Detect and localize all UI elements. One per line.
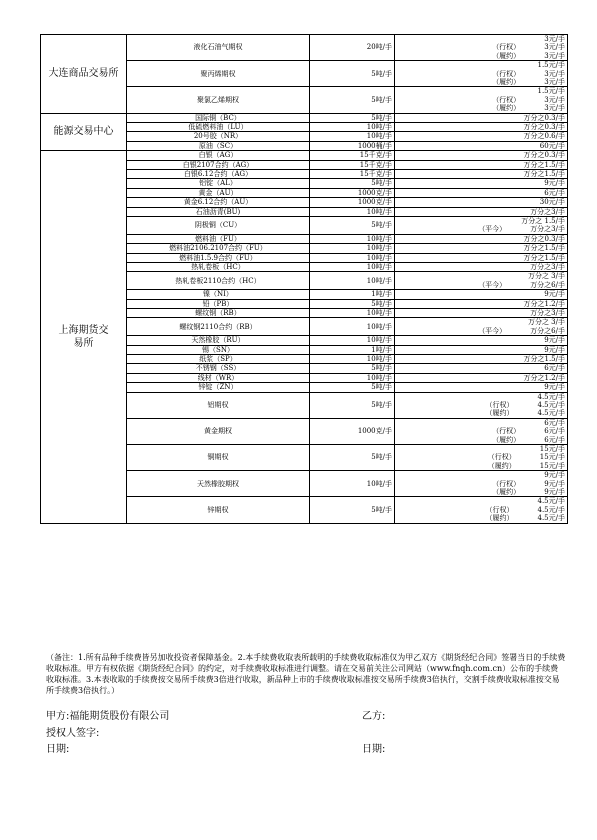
fee-value: 1.5元/手 <box>537 87 565 96</box>
product-cell: 铝期权 <box>127 392 310 418</box>
fee-type-label: （行权） <box>492 427 521 436</box>
fee-line <box>397 225 565 233</box>
product-cell: 天然橡胶（RU） <box>127 336 310 345</box>
table-row <box>41 35 568 61</box>
product-cell: 白银2107合约（AG） <box>127 160 310 169</box>
fee-value: 万分之3/手 <box>530 263 565 272</box>
fee-value: 万分之1.2/手 <box>523 373 565 382</box>
fee-value: 9元/手 <box>544 345 565 354</box>
product-cell: 锌期权 <box>127 497 310 523</box>
fee-line <box>397 453 565 461</box>
fee-line <box>397 300 565 308</box>
unit-cell: 10吨/手 <box>310 471 395 497</box>
fee-value: 万分之1.2/手 <box>523 299 565 308</box>
product-cell: 白银（AG） <box>127 151 310 160</box>
fee-value: 万分之3/手 <box>530 309 565 318</box>
product-cell: 不锈钢（SS） <box>127 364 310 373</box>
product-cell: 热轧卷板2110合约（HC） <box>127 272 310 290</box>
authorized-signature-label: 授权人签字: <box>46 728 100 739</box>
fee-value: 3元/手 <box>544 104 565 113</box>
fee-cell <box>395 188 568 197</box>
unit-cell: 5吨/手 <box>310 383 395 392</box>
fee-value: 1.5元/手 <box>537 61 565 70</box>
fee-value: 万分之3/手 <box>530 225 565 234</box>
unit-cell: 10吨/手 <box>310 272 395 290</box>
product-cell: 聚氯乙烯期权 <box>127 87 310 113</box>
fee-line <box>397 346 565 354</box>
fee-cell <box>395 113 568 122</box>
fee-value: 6元/手 <box>544 188 565 197</box>
unit-cell: 5吨/手 <box>310 392 395 418</box>
fee-line <box>397 170 565 178</box>
fee-line <box>397 78 565 86</box>
product-cell: 纸浆（SP） <box>127 355 310 364</box>
fee-line <box>397 436 565 444</box>
fee-cell <box>395 445 568 471</box>
fee-table-container <box>40 34 567 524</box>
unit-cell: 15千克/手 <box>310 170 395 179</box>
fee-line <box>397 35 565 43</box>
fee-cell <box>395 364 568 373</box>
fee-line <box>397 151 565 159</box>
table-row <box>41 151 568 160</box>
fee-cell <box>395 418 568 444</box>
fee-value: 3元/手 <box>544 95 565 104</box>
unit-cell: 5吨/手 <box>310 87 395 113</box>
unit-cell: 10吨/手 <box>310 309 395 318</box>
footnote: （备注：1.所有品种手续费皆另加收投资者保障基金。2.本手续费收取表所载明的手续费收取标准仅为甲乙双方《期货经纪合同》签署当日的手续费收取标准。甲方有权依据《期货经纪合同》的约定，对手续费收取标准进行调整。请在交易前关注公司网站（www.fnqh.com.cn）公布的手续费收取标准。3.本表收取的手续费按交易所手续费3倍进行收取，新品种上市的手续费收取标准按交易所手续费3倍执行，交割手续费收取标准按交易所手续费3倍执行。） <box>46 653 566 695</box>
fee-cell <box>395 87 568 113</box>
product-cell: 线材（WR） <box>127 373 310 382</box>
product-cell: 白银6.12合约（AG） <box>127 170 310 179</box>
fee-value: 4.5元/手 <box>537 409 565 418</box>
product-cell: 铝锭（AL） <box>127 179 310 188</box>
fee-value: 万分之1.5/手 <box>523 244 565 253</box>
unit-cell: 1000克/手 <box>310 418 395 444</box>
fee-line <box>397 272 565 280</box>
fee-line <box>397 114 565 122</box>
fee-line <box>397 179 565 187</box>
fee-line <box>397 409 565 417</box>
fee-value: 9元/手 <box>544 290 565 299</box>
fee-value: 15元/手 <box>539 453 565 462</box>
fee-cell <box>395 336 568 345</box>
fee-value: 3元/手 <box>544 43 565 52</box>
product-cell: 锌锭（ZN） <box>127 383 310 392</box>
unit-cell: 5吨/手 <box>310 217 395 235</box>
fee-type-label: （行权） <box>492 479 521 488</box>
fee-value: 9元/手 <box>544 383 565 392</box>
fee-cell <box>395 253 568 262</box>
fee-value: 6元/手 <box>544 427 565 436</box>
fee-line <box>397 132 565 140</box>
fee-line <box>397 198 565 206</box>
party-b-label: 乙方: <box>362 711 386 722</box>
fee-type-label: （履约） <box>492 104 521 113</box>
fee-value: 30元/手 <box>539 198 565 207</box>
product-cell: 螺纹钢（RB） <box>127 309 310 318</box>
fee-cell <box>395 198 568 207</box>
fee-line <box>397 309 565 317</box>
fee-line <box>397 290 565 298</box>
fee-value: 3元/手 <box>544 69 565 78</box>
product-cell: 螺纹钢2110合约（RB） <box>127 318 310 336</box>
fee-cell <box>395 151 568 160</box>
fee-value: 万分之0.6/手 <box>523 132 565 141</box>
fee-value: 9元/手 <box>544 336 565 345</box>
fee-value: 3元/手 <box>544 35 565 43</box>
fee-type-label: （行权） <box>485 401 514 410</box>
product-cell: 黄金（AU） <box>127 188 310 197</box>
fee-value: 万分之 3/手 <box>527 318 565 327</box>
fee-line <box>397 336 565 344</box>
fee-cell <box>395 160 568 169</box>
fee-value: 3元/手 <box>544 77 565 86</box>
unit-cell: 10吨/手 <box>310 373 395 382</box>
fee-cell <box>395 263 568 272</box>
fee-line <box>397 96 565 104</box>
unit-cell: 5吨/手 <box>310 179 395 188</box>
unit-cell: 5吨/手 <box>310 61 395 87</box>
product-cell: 国际铜（BC） <box>127 113 310 122</box>
fee-line <box>397 161 565 169</box>
fee-cell <box>395 392 568 418</box>
fee-schedule-table <box>40 34 568 524</box>
fee-value: 万分之1.5/手 <box>523 355 565 364</box>
product-cell: 铅（PB） <box>127 299 310 308</box>
unit-cell: 10吨/手 <box>310 336 395 345</box>
fee-value: 万分之6/手 <box>530 280 565 289</box>
fee-cell <box>395 355 568 364</box>
fee-cell <box>395 141 568 150</box>
fee-type-label: （履约） <box>485 514 514 523</box>
fee-cell <box>395 299 568 308</box>
product-cell: 热轧卷板（HC） <box>127 263 310 272</box>
unit-cell: 10吨/手 <box>310 207 395 216</box>
fee-type-label: （履约） <box>487 461 516 470</box>
fee-line <box>397 235 565 243</box>
fee-line <box>397 383 565 391</box>
fee-type-label: （行权） <box>487 453 516 462</box>
unit-cell: 5吨/手 <box>310 113 395 122</box>
fee-value: 6元/手 <box>544 435 565 444</box>
fee-line <box>397 70 565 78</box>
fee-type-label: （行权） <box>485 505 514 514</box>
fee-cell <box>395 290 568 299</box>
product-cell: 燃料油1.5.9合约（FU） <box>127 253 310 262</box>
product-cell: 黄金期权 <box>127 418 310 444</box>
fee-type-label: （履约） <box>492 488 521 497</box>
fee-value: 6元/手 <box>544 418 565 427</box>
unit-cell: 1吨/手 <box>310 290 395 299</box>
fee-value: 万分之0.3/手 <box>523 151 565 160</box>
exchange-cell: 上海期货交易所 <box>41 151 127 523</box>
unit-cell: 5吨/手 <box>310 364 395 373</box>
fee-line <box>397 123 565 131</box>
fee-value: 万分之0.3/手 <box>523 234 565 243</box>
unit-cell: 5吨/手 <box>310 497 395 523</box>
fee-line <box>397 87 565 95</box>
fee-line <box>397 254 565 262</box>
fee-value: 15元/手 <box>539 461 565 470</box>
fee-line <box>397 244 565 252</box>
table-row <box>41 113 568 122</box>
fee-cell <box>395 61 568 87</box>
fee-value: 9元/手 <box>544 471 565 480</box>
fee-type-label: （平今） <box>478 225 507 234</box>
fee-cell <box>395 373 568 382</box>
fee-cell <box>395 179 568 188</box>
product-cell: 燃料油（FU） <box>127 234 310 243</box>
fee-line <box>397 318 565 326</box>
unit-cell: 1000克/手 <box>310 198 395 207</box>
fee-value: 万分之6/手 <box>530 326 565 335</box>
product-cell: 铜期权 <box>127 445 310 471</box>
product-cell: 黄金6.12合约（AU） <box>127 198 310 207</box>
product-cell: 镍（NI） <box>127 290 310 299</box>
fee-line <box>397 61 565 69</box>
fee-value: 万分之1.5/手 <box>523 253 565 262</box>
fee-cell <box>395 122 568 131</box>
unit-cell: 5吨/手 <box>310 445 395 471</box>
fee-value: 3元/手 <box>544 51 565 60</box>
fee-value: 4.5元/手 <box>537 514 565 523</box>
unit-cell: 1000桶/手 <box>310 141 395 150</box>
product-cell: 锡（SN） <box>127 345 310 354</box>
fee-line <box>397 189 565 197</box>
unit-cell: 1000克/手 <box>310 188 395 197</box>
fee-type-label: （履约） <box>492 435 521 444</box>
fee-cell <box>395 234 568 243</box>
fee-line <box>397 514 565 522</box>
fee-cell <box>395 35 568 61</box>
fee-line <box>397 263 565 271</box>
fee-line <box>397 393 565 401</box>
fee-line <box>397 374 565 382</box>
unit-cell: 10吨/手 <box>310 234 395 243</box>
fee-line <box>397 427 565 435</box>
fee-line <box>397 462 565 470</box>
fee-line <box>397 364 565 372</box>
fee-line <box>397 52 565 60</box>
product-cell: 20号胶（NR） <box>127 132 310 141</box>
fee-line <box>397 480 565 488</box>
fee-cell <box>395 345 568 354</box>
fee-value: 4.5元/手 <box>537 401 565 410</box>
fee-value: 4.5元/手 <box>537 505 565 514</box>
fee-value: 60元/手 <box>539 141 565 150</box>
fee-value: 万分之0.3/手 <box>523 122 565 131</box>
party-a-label: 甲方:福能期货股份有限公司 <box>46 711 170 722</box>
fee-value: 9元/手 <box>544 479 565 488</box>
fee-line <box>397 497 565 505</box>
fee-value: 万分之0.3/手 <box>523 113 565 122</box>
unit-cell: 10吨/手 <box>310 263 395 272</box>
fee-value: 9元/手 <box>544 179 565 188</box>
unit-cell: 15千克/手 <box>310 160 395 169</box>
fee-cell <box>395 272 568 290</box>
fee-value: 9元/手 <box>544 488 565 497</box>
unit-cell: 10吨/手 <box>310 253 395 262</box>
fee-type-label: （行权） <box>492 95 521 104</box>
product-cell: 液化石油气期权 <box>127 35 310 61</box>
unit-cell: 20吨/手 <box>310 35 395 61</box>
fee-value: 万分之1.5/手 <box>523 160 565 169</box>
fee-line <box>397 471 565 479</box>
fee-type-label: （行权） <box>492 69 521 78</box>
product-cell: 阴极铜（CU） <box>127 217 310 235</box>
unit-cell: 10吨/手 <box>310 318 395 336</box>
fee-line <box>397 281 565 289</box>
unit-cell: 10吨/手 <box>310 355 395 364</box>
fee-type-label: （履约） <box>492 77 521 86</box>
fee-value: 万分之3/手 <box>530 207 565 216</box>
fee-value: 4.5元/手 <box>537 497 565 506</box>
fee-value: 6元/手 <box>544 364 565 373</box>
fee-line <box>397 355 565 363</box>
product-cell: 聚丙烯期权 <box>127 61 310 87</box>
fee-cell <box>395 132 568 141</box>
party-b-date-label: 日期: <box>362 744 386 755</box>
fee-line <box>397 208 565 216</box>
fee-line <box>397 104 565 112</box>
party-a-date-label: 日期: <box>46 744 70 755</box>
fee-cell <box>395 497 568 523</box>
fee-line <box>397 327 565 335</box>
fee-value: 万分之 1.5/手 <box>521 217 565 226</box>
fee-line <box>397 142 565 150</box>
unit-cell: 15千克/手 <box>310 151 395 160</box>
unit-cell: 5吨/手 <box>310 299 395 308</box>
fee-value: 万分之1.5/手 <box>523 170 565 178</box>
product-cell: 燃料油2106.2107合约（FU） <box>127 244 310 253</box>
unit-cell: 1吨/手 <box>310 345 395 354</box>
product-cell: 低硫燃料油（LU） <box>127 122 310 131</box>
fee-line <box>397 419 565 427</box>
product-cell: 石油沥青(BU) <box>127 207 310 216</box>
fee-cell <box>395 207 568 216</box>
fee-cell <box>395 471 568 497</box>
fee-table-body <box>41 35 568 524</box>
fee-cell <box>395 309 568 318</box>
unit-cell: 10吨/手 <box>310 122 395 131</box>
fee-cell <box>395 318 568 336</box>
unit-cell: 10吨/手 <box>310 132 395 141</box>
fee-type-label: （履约） <box>485 409 514 418</box>
exchange-cell: 能源交易中心 <box>41 113 127 151</box>
fee-cell <box>395 383 568 392</box>
fee-cell <box>395 217 568 235</box>
fee-line <box>397 43 565 51</box>
fee-value: 15元/手 <box>539 445 565 454</box>
product-cell: 天然橡胶期权 <box>127 471 310 497</box>
fee-type-label: （平今） <box>478 280 507 289</box>
fee-type-label: （行权） <box>492 43 521 52</box>
fee-value: 4.5元/手 <box>537 392 565 401</box>
fee-cell <box>395 170 568 179</box>
fee-cell <box>395 244 568 253</box>
unit-cell: 10吨/手 <box>310 244 395 253</box>
fee-value: 万分之 3/手 <box>527 272 565 281</box>
fee-type-label: （平今） <box>478 326 507 335</box>
fee-type-label: （履约） <box>492 51 521 60</box>
fee-line <box>397 506 565 514</box>
product-cell: 原油（SC） <box>127 141 310 150</box>
fee-line <box>397 488 565 496</box>
exchange-cell: 大连商品交易所 <box>41 35 127 114</box>
